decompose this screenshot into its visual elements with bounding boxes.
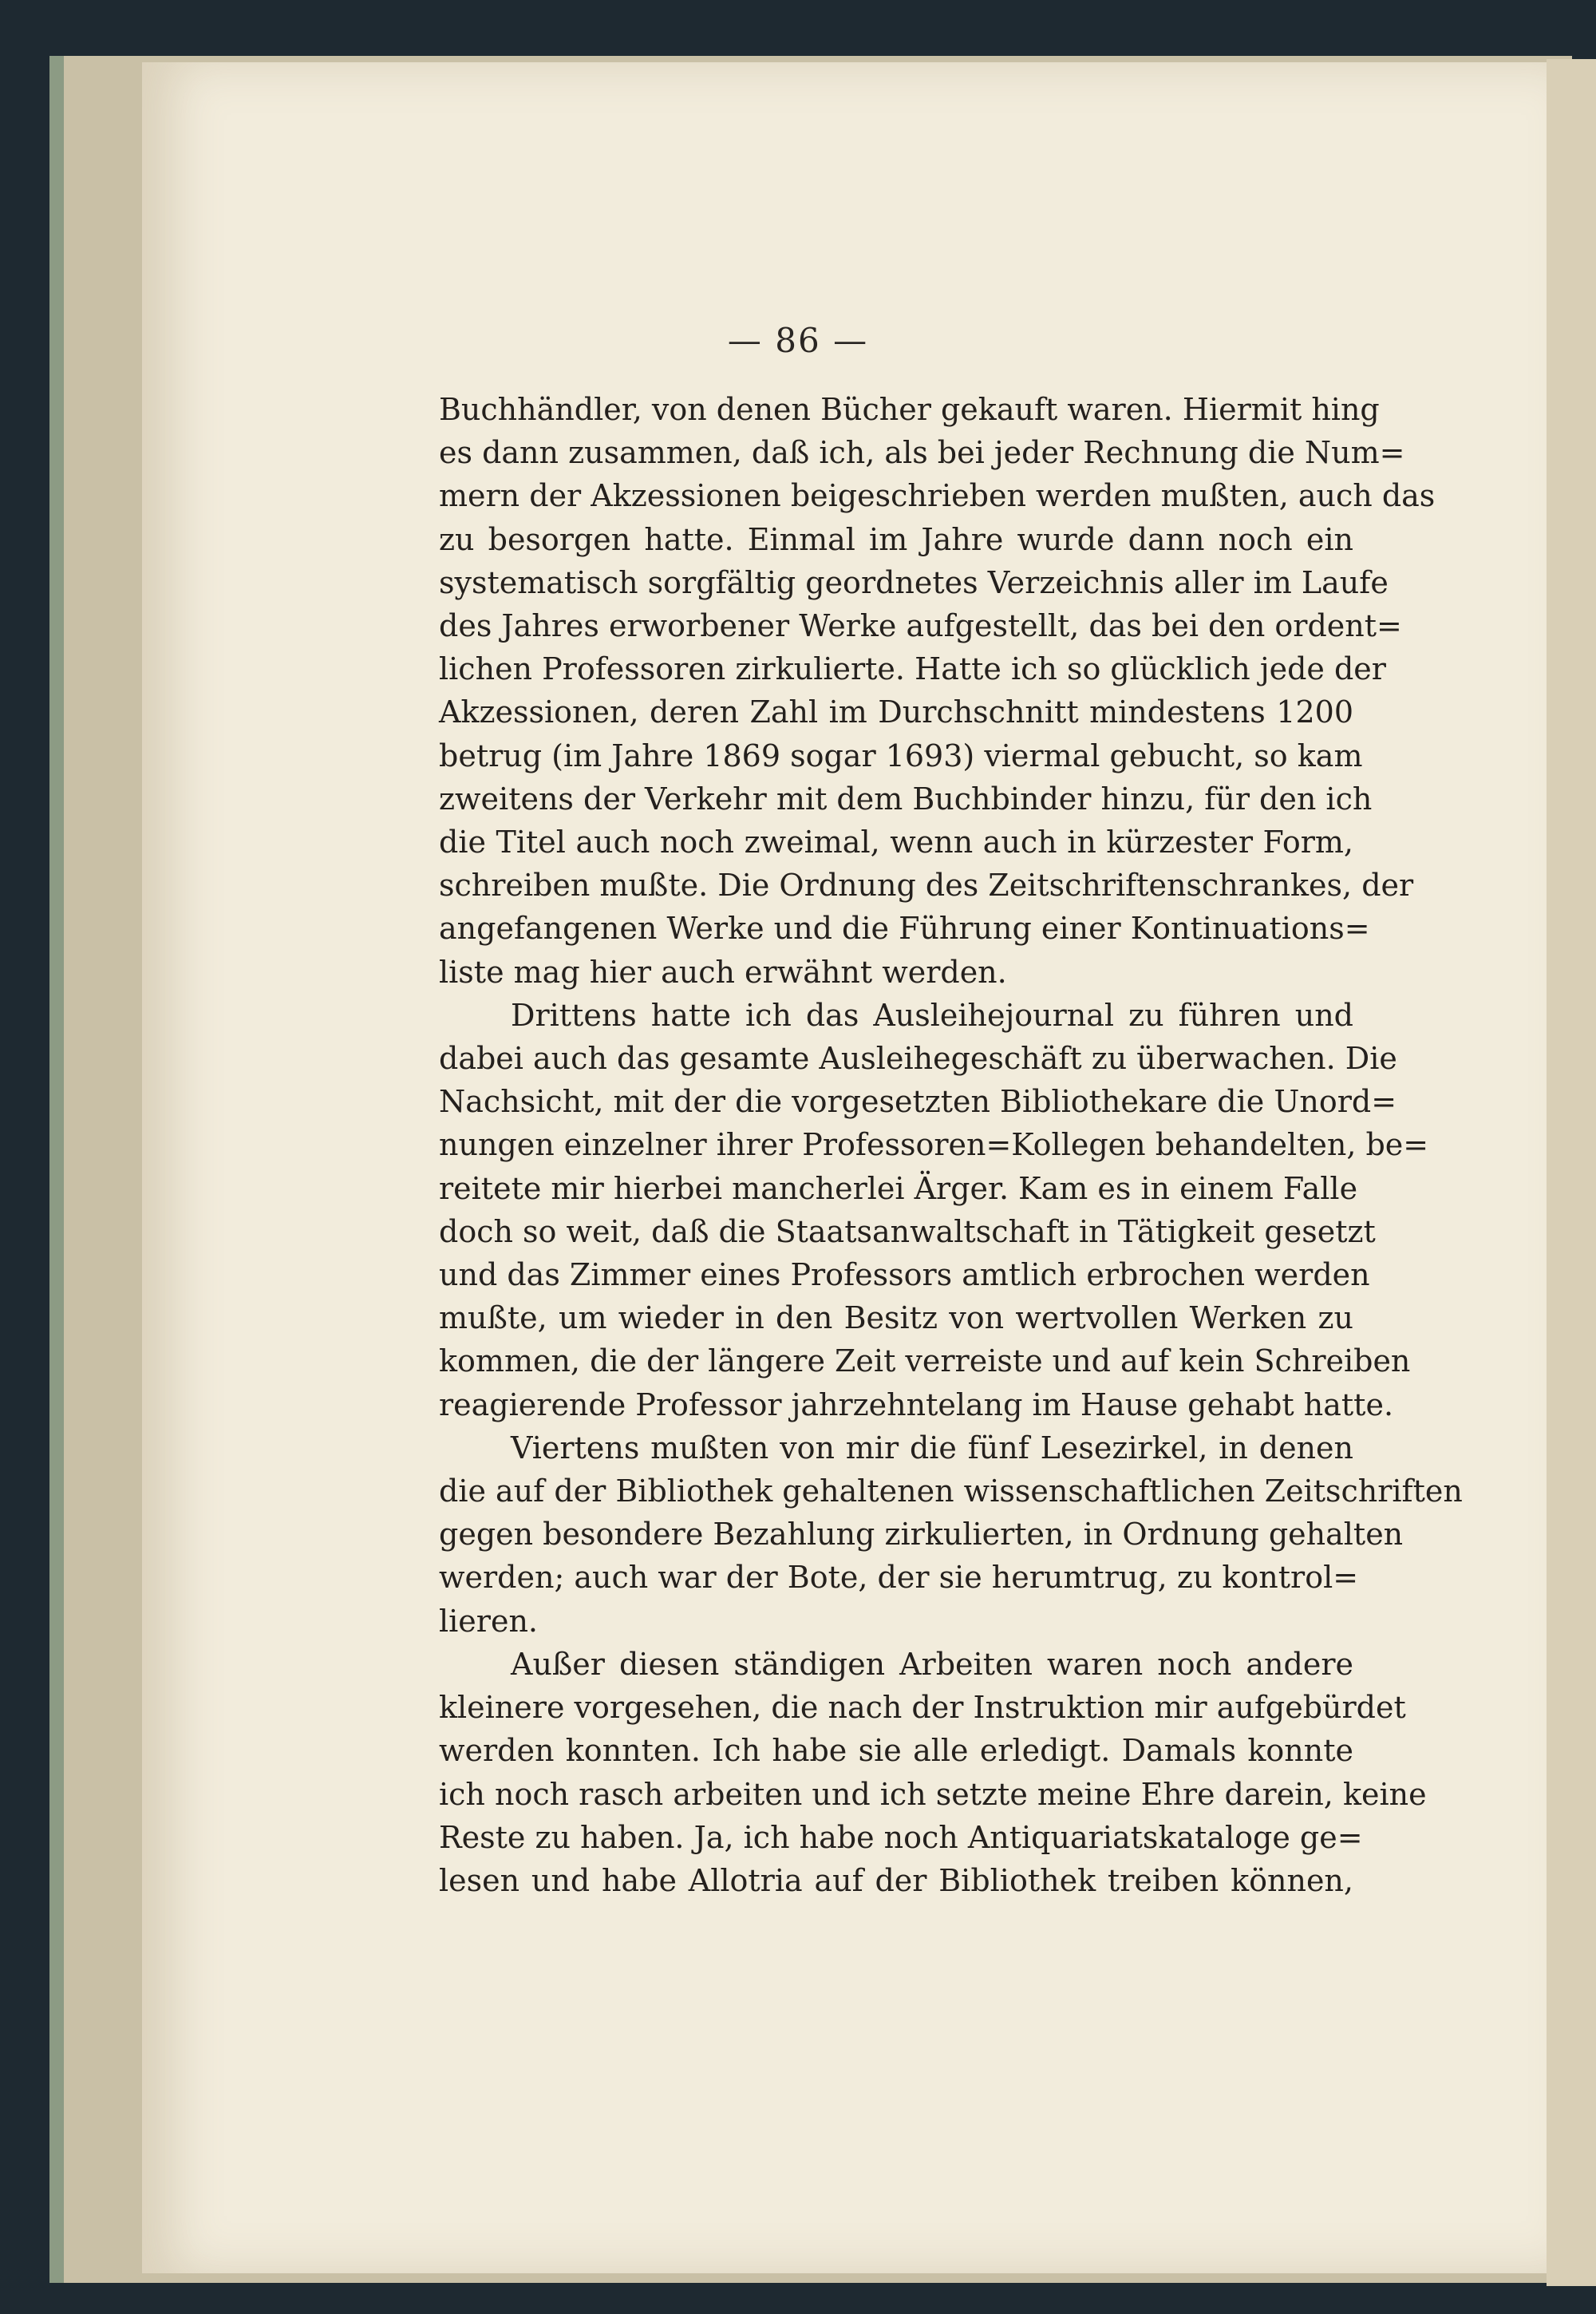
text-line: ich noch rasch arbeiten und ich setzte meine Ehre darein, keine	[439, 1776, 1427, 1812]
text-line: doch so weit, daß die Staatsanwaltschaft in Tätigkeit gesetzt	[439, 1213, 1376, 1249]
text-line: es dann zusammen, daß ich, als bei jeder Rechnung die Num=	[439, 435, 1405, 471]
text-line: mern der Akzessionen beigeschrieben werden mußten, auch das	[439, 478, 1436, 514]
text-line: mußte, um wieder in den Besitz von wertvollen Werken zu	[439, 1300, 1353, 1336]
text-line: die auf der Bibliothek gehaltenen wissenschaftlichen Zeitschriften	[439, 1473, 1463, 1509]
text-line: betrug (im Jahre 1869 sogar 1693) viermal gebucht, so kam	[439, 738, 1363, 773]
text-line: nungen einzelner ihrer Professoren=Kollegen behandelten, be=	[439, 1127, 1429, 1163]
text-line: liste mag hier auch erwähnt werden.	[439, 954, 1007, 990]
text-line: Viertens mußten von mir die fünf Lesezirkel, in denen	[511, 1430, 1353, 1466]
text-line: Außer diesen ständigen Arbeiten waren noch andere	[511, 1646, 1353, 1682]
text-line: Akzessionen, deren Zahl im Durchschnitt mindestens 1200	[439, 694, 1353, 730]
facing-page-edge	[1547, 59, 1596, 2286]
text-line: Nachsicht, mit der die vorgesetzten Bibliothekare die Unord=	[439, 1084, 1397, 1120]
page-number: — 86 —	[727, 321, 869, 360]
text-line: reitete mir hierbei mancherlei Ärger. Kam es in einem Falle	[439, 1170, 1358, 1206]
text-line: kleinere vorgesehen, die nach der Instruktion mir aufgebürdet	[439, 1690, 1406, 1726]
text-line: reagierende Professor jahrzehntelang im Hause gehabt hatte.	[439, 1386, 1394, 1422]
text-line: angefangenen Werke und die Führung einer Kontinuations=	[439, 911, 1370, 947]
text-line: Reste zu haben. Ja, ich habe noch Antiquariatskataloge ge=	[439, 1819, 1363, 1855]
text-line: Buchhändler, von denen Bücher gekauft waren. Hiermit hing	[439, 392, 1380, 427]
text-line: zu besorgen hatte. Einmal im Jahre wurde dann noch ein	[439, 521, 1353, 557]
text-line: des Jahres erworbener Werke aufgestellt, das bei den ordent=	[439, 608, 1402, 644]
text-line: zweitens der Verkehr mit dem Buchbinder hinzu, für den ich	[439, 781, 1373, 817]
text-line: und das Zimmer eines Professors amtlich erbrochen werden	[439, 1257, 1370, 1293]
text-line: lieren.	[439, 1603, 539, 1639]
text-line: Drittens hatte ich das Ausleihejournal zu führen und	[511, 997, 1353, 1033]
text-line: systematisch sorgfältig geordnetes Verzeichnis aller im Laufe	[439, 564, 1389, 600]
text-line: die Titel auch noch zweimal, wenn auch in kürzester Form,	[439, 825, 1353, 860]
text-line: werden konnten. Ich habe sie alle erledigt. Damals konnte	[439, 1733, 1353, 1769]
text-line: gegen besondere Bezahlung zirkulierten, in Ordnung gehalten	[439, 1517, 1404, 1553]
text-line: dabei auch das gesamte Ausleihegeschäft zu überwachen. Die	[439, 1041, 1397, 1077]
text-line: lesen und habe Allotria auf der Bibliothek treiben können,	[439, 1862, 1353, 1898]
body-text	[439, 388, 1463, 1902]
text-line: kommen, die der längere Zeit verreiste und auf kein Schreiben	[439, 1343, 1411, 1379]
text-line: schreiben mußte. Die Ordnung des Zeitschriftenschrankes, der	[439, 868, 1414, 904]
text-line: werden; auch war der Bote, der sie herumtrug, zu kontrol=	[439, 1560, 1359, 1596]
text-line: lichen Professoren zirkulierte. Hatte ich so glücklich jede der	[439, 651, 1386, 687]
